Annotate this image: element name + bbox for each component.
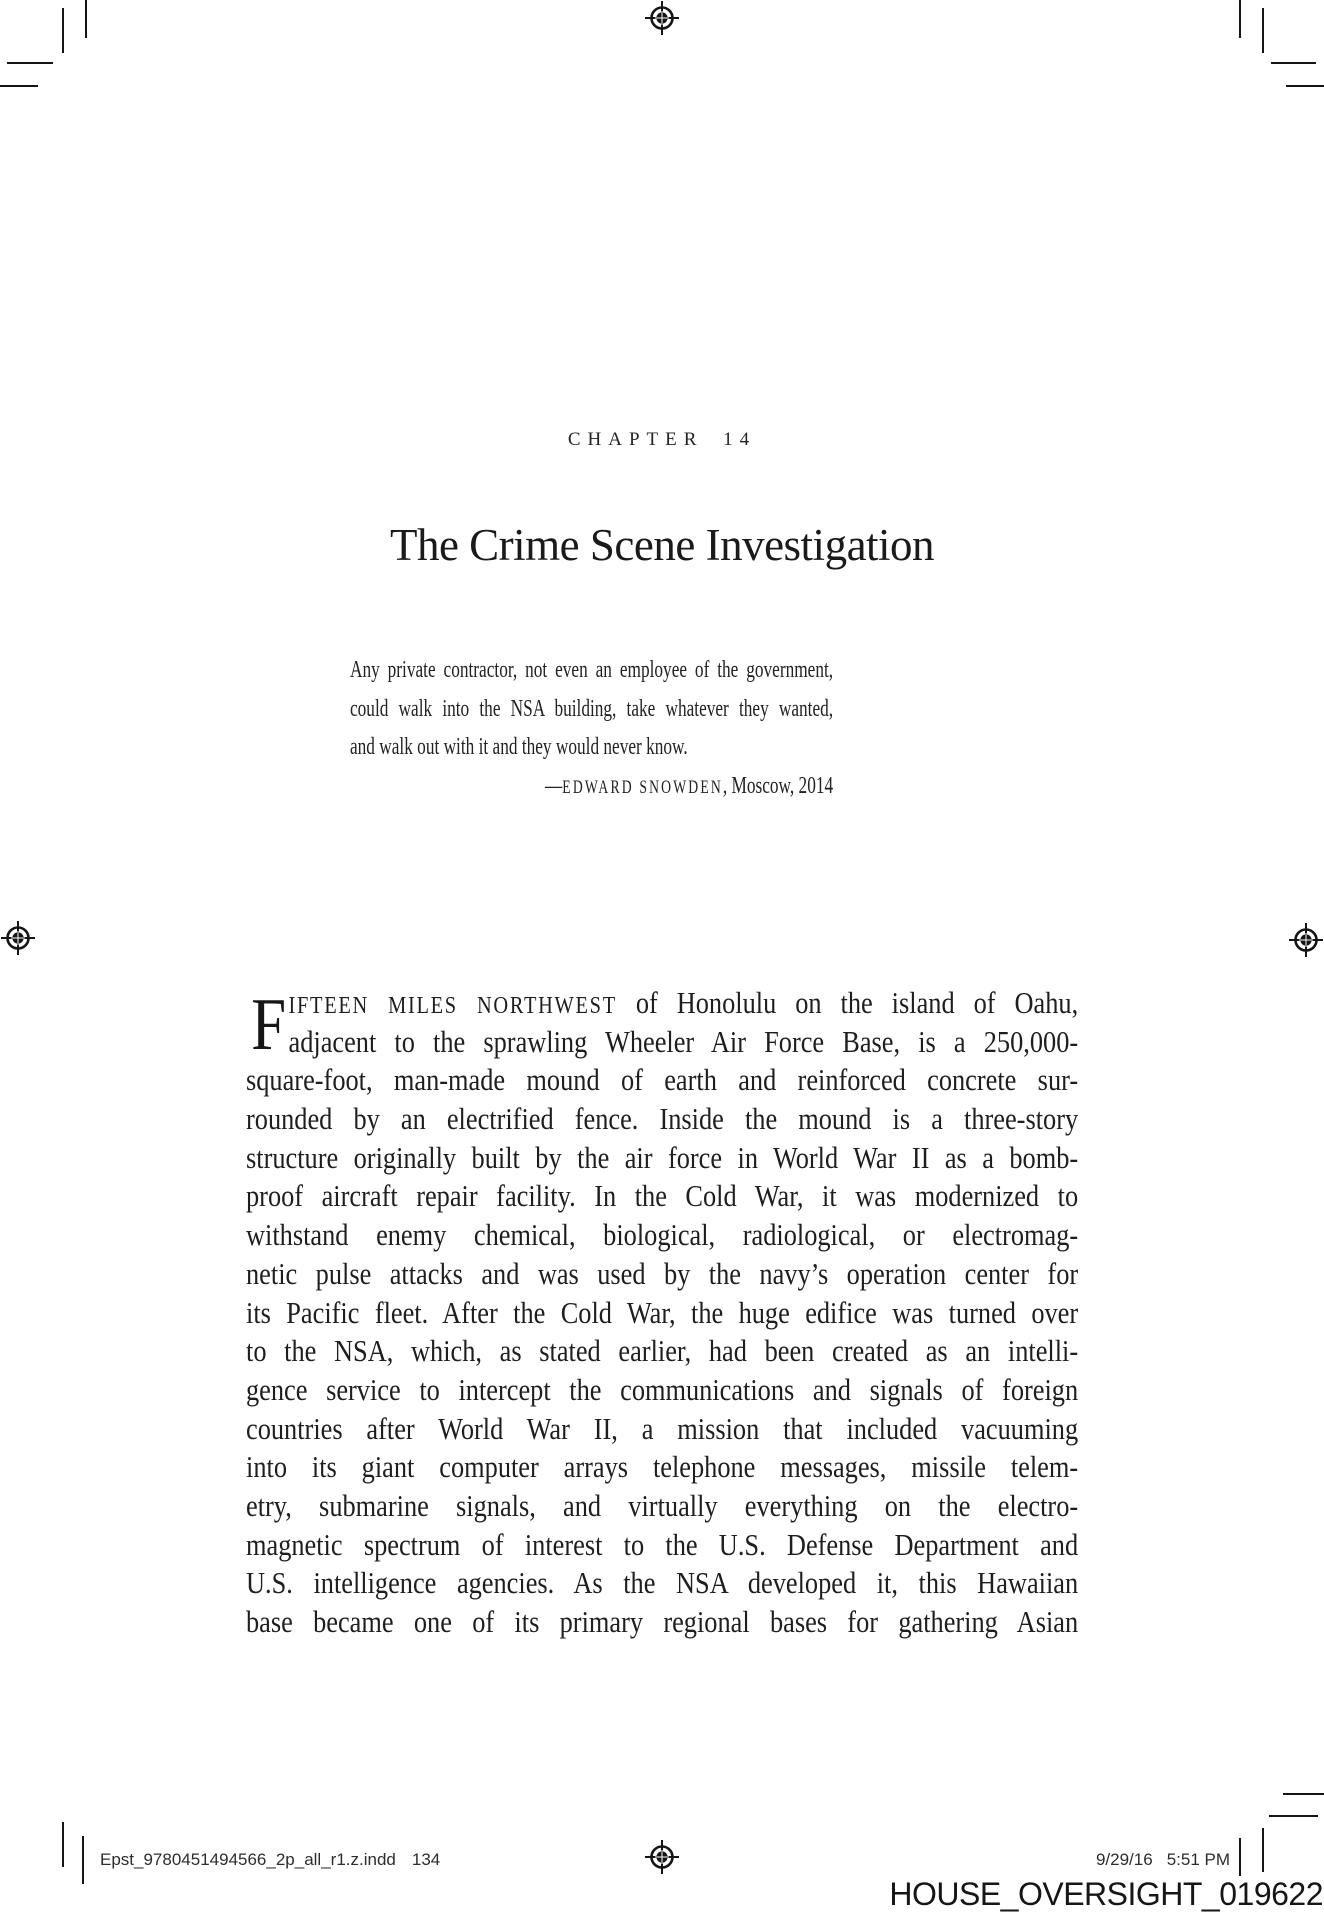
body-line: withstand enemy chemical, biological, radiological, or electromag- [246,1217,1079,1253]
registration-target-icon [645,1840,679,1874]
body-line: U.S. intelligence agencies. As the NSA developed it, this Hawaiian [246,1565,1079,1601]
crop-mark [1269,1815,1318,1817]
small-caps-opening: IFTEEN MILES NORTHWEST [288,993,617,1019]
crop-mark [85,0,87,38]
attribution-name: EDWARD SNOWDEN [562,776,723,798]
crop-mark [62,1822,64,1867]
crop-mark [7,62,53,64]
chapter-title: The Crime Scene Investigation [389,520,935,570]
epigraph-attribution [350,767,833,808]
epigraph [350,651,833,807]
body-line: rounded by an electrified fence. Inside the mound is a three-story [246,1101,1079,1137]
crop-mark [1239,0,1241,38]
crop-mark [1262,1828,1264,1872]
crop-mark [1262,8,1264,53]
body-line: magnetic spectrum of interest to the U.S. Defense Department and [246,1526,1079,1562]
epigraph-line: could walk into the NSA building, take whatever they wanted, [350,695,834,722]
crop-mark [1271,62,1316,64]
crop-mark [1239,1838,1241,1876]
body-line: gence service to intercept the communications and signals of foreign [246,1371,1079,1407]
body-line: square-foot, man-made mound of earth and reinforced concrete sur- [246,1062,1079,1098]
slug-filename: Epst_9780451494566_2p_all_r1.z.indd [100,1850,396,1869]
body-line: netic pulse attacks and was used by the navy’s operation center for [246,1255,1079,1291]
crop-mark [1286,85,1324,87]
body-line-text: of Honolulu on the island of Oahu, [616,985,1079,1020]
body-line: adjacent to the sprawling Wheeler Air Force Base, is a 250,000- [288,1023,1079,1059]
crop-mark [1283,1793,1324,1795]
print-slug [100,1850,440,1870]
epigraph-line: Any private contractor, not even an employee of the government, [350,657,834,683]
body-line [246,984,1078,1023]
print-time: 5:51 PM [1166,1850,1230,1869]
body-line: countries after World War II, a mission that included vacuuming [246,1410,1079,1446]
body-line: etry, submarine signals, and virtually everything on the electro- [246,1487,1079,1523]
chapter-label: CHAPTER 14 [567,429,757,450]
body-paragraph [246,984,1078,1642]
crop-mark [0,85,38,87]
bates-stamp-watermark: HOUSE_OVERSIGHT_019622 [889,1876,1323,1912]
body-line: its Pacific fleet. After the Cold War, the huge edifice was turned over [246,1294,1079,1330]
crop-mark [62,8,64,53]
drop-cap: F [251,984,287,1066]
attribution-rest: , Moscow, 2014 [722,772,834,799]
slug-page-number: 134 [411,1850,441,1869]
registration-target-icon [1,921,35,955]
epigraph-line: and walk out with it and they would never know. [350,734,688,760]
print-datestamp [1096,1850,1230,1870]
body-line: structure originally built by the air force in World War II as a bomb- [246,1139,1079,1175]
body-line: proof aircraft repair facility. In the Cold War, it was modernized to [246,1178,1079,1214]
body-line: into its giant computer arrays telephone messages, missile telem- [246,1449,1079,1485]
attribution-dash: — [545,772,563,799]
print-date: 9/29/16 [1095,1850,1153,1869]
registration-target-icon [1289,923,1323,957]
crop-mark [82,1836,84,1884]
body-line: to the NSA, which, as stated earlier, had been created as an intelli- [246,1333,1079,1369]
body-line: base became one of its primary regional bases for gathering Asian [246,1604,1079,1639]
registration-target-icon [645,1,679,35]
